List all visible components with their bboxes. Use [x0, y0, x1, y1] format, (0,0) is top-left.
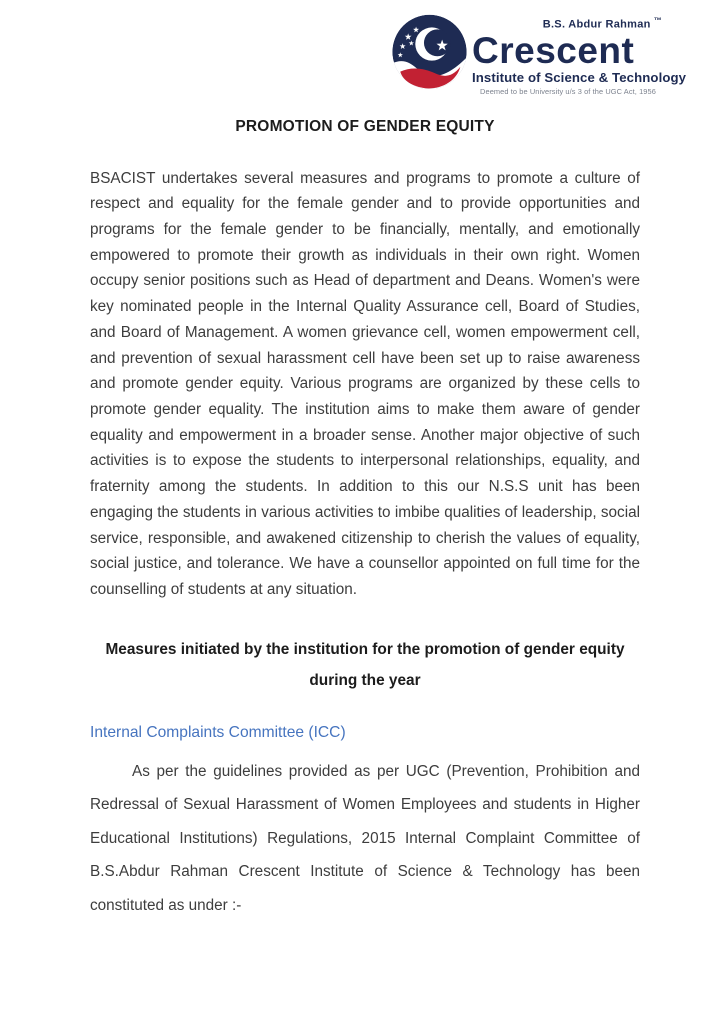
crescent-emblem-icon: [390, 14, 469, 93]
institution-logo: [390, 14, 687, 96]
intro-paragraph: BSACIST undertakes several measures and programs to promote a culture of respect and equality for the female gender and to provide opportunities and programs for the female gender to be financially, mentally, and emotionally empowered to promote their growth as individuals in their own right. Women occupy senior positions such as Head of department and Deans. Women's were key nominated people in the Internal Quality Assurance cell, Board of Studies, and Board of Management. A women grievance cell, women empowerment cell, and prevention of sexual harassment cell have been set up to raise awareness and promote gender equity. Various programs are organized by these cells to promote gender equality. The institution aims to make them aware of gender equality and empowerment in a broader sense. Another major objective of such activities is to expose the students to interpersonal relationships, equality, and fraternity among the students. In addition to this our N.S.S unit has been engaging the students in various activities to imbibe qualities of leadership, social service, responsible, and awakened citizenship to cherish the values of equality, social justice, and tolerance. We have a counsellor appointed on full time for the counselling of students at any situation.: [90, 169, 640, 598]
letterhead: [0, 0, 724, 96]
measures-heading: Measures initiated by the institution for the promotion of gender equity during the year: [105, 640, 625, 689]
logo-tagline-text: Deemed to be University u/s 3 of the UGC Act, 1956: [480, 86, 656, 96]
logo-brand-text: Crescent: [472, 29, 635, 71]
document-title: PROMOTION OF GENDER EQUITY: [235, 117, 495, 135]
logo-text-block: [472, 14, 687, 96]
icc-paragraph: As per the guidelines provided as per UGC (Prevention, Prohibition and Redressal of Sexual Harassment of Women Employees and students in Higher Educational Institutions) Regulations, 2015 Internal Complaint Committee of B.S.Abdur Rahman Crescent Institute of Science & Technology has been constituted as under :-: [90, 762, 640, 914]
logo-owner-text: B.S. Abdur Rahman: [542, 18, 651, 31]
trademark-symbol: ™: [653, 16, 662, 25]
logo-subtitle-text: Institute of Science & Technology: [472, 69, 687, 85]
logo-owner-line: [472, 14, 664, 32]
icc-heading: Internal Complaints Committee (ICC): [90, 723, 346, 741]
document-body: [0, 118, 724, 923]
